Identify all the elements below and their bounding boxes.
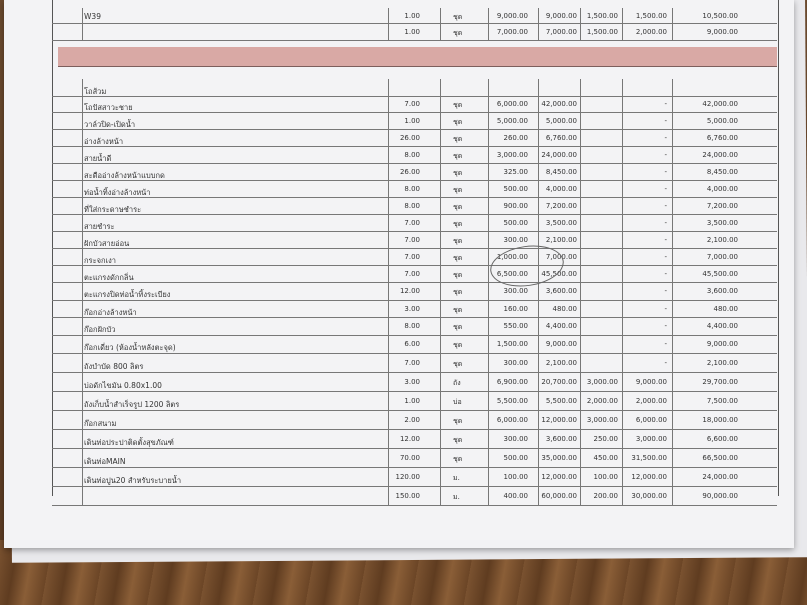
- item-name: ถังเก็บน้ำสำเร็จรูป 1200 ลิตร: [84, 399, 180, 409]
- labor-total-cell: -: [664, 100, 667, 108]
- material-price-cell: 300.00: [503, 434, 528, 443]
- cell-divider: [440, 410, 441, 429]
- item-name: ที่ใส่กระดาษชำระ: [84, 204, 142, 214]
- item-name: ถังบำบัด 800 ลิตร: [84, 361, 144, 371]
- item-name: ตะแกรงดักกลิ่น: [84, 272, 134, 282]
- total-cell: 4,400.00: [706, 322, 738, 330]
- material-total-cell: 2,100.00: [545, 358, 577, 367]
- cell-divider: [440, 129, 441, 146]
- cell-divider: [82, 129, 83, 146]
- cell-divider: [82, 410, 83, 429]
- material-total-cell: 60,000.00: [541, 491, 577, 500]
- labor-total-cell: -: [664, 235, 667, 244]
- cell-divider: [82, 248, 83, 265]
- cell-divider: [580, 353, 581, 372]
- item-name: ก๊อกฝักบัว: [84, 325, 116, 334]
- labor-total-cell: -: [664, 252, 667, 261]
- cell-divider: [440, 112, 441, 129]
- cell-divider: [672, 197, 673, 214]
- cell-divider: [672, 391, 673, 410]
- qty-cell: 6.00: [404, 340, 420, 348]
- cell-divider: [388, 79, 389, 96]
- labor-price-cell: 3,000.00: [586, 415, 618, 424]
- material-total-cell: 12,000.00: [541, 415, 577, 424]
- unit-cell: ชุด: [453, 134, 463, 143]
- qty-cell: 8.00: [404, 201, 420, 210]
- unit-cell: ชุด: [453, 454, 463, 463]
- labor-total-cell: -: [664, 150, 667, 159]
- cell-divider: [580, 231, 581, 248]
- cell-divider: [580, 335, 581, 353]
- material-price-cell: 300.00: [503, 287, 528, 295]
- unit-cell: ม.: [453, 473, 460, 482]
- material-total-cell: 24,000.00: [541, 150, 577, 159]
- item-name: ท่อน้ำทิ้งอ่างล้างหน้า: [84, 187, 151, 197]
- cell-divider: [580, 146, 581, 163]
- material-total-cell: 3,600.00: [545, 287, 577, 295]
- cell-divider: [580, 163, 581, 180]
- cell-divider: [672, 248, 673, 265]
- labor-total-cell: 6,000.00: [635, 415, 667, 424]
- cell-divider: [672, 112, 673, 129]
- labor-total-cell: -: [664, 184, 667, 193]
- cell-divider: [82, 96, 83, 112]
- total-cell: 4,000.00: [706, 184, 738, 193]
- cell-divider: [580, 214, 581, 231]
- cell-divider: [82, 467, 83, 486]
- labor-total-cell: -: [664, 167, 667, 176]
- cell-divider: [440, 146, 441, 163]
- material-total-cell: 7,000.00: [545, 252, 577, 261]
- total-cell: 7,000.00: [706, 252, 738, 261]
- item-name: เดินท่อMAIN: [84, 456, 126, 466]
- qty-cell: 8.00: [404, 322, 420, 330]
- item-name: สะดืออ่างล้างหน้าแบบกด: [84, 170, 165, 180]
- section-header: [58, 47, 777, 67]
- qty-cell: 1.00: [404, 27, 420, 36]
- item-name: สายชำระ: [84, 221, 115, 231]
- cell-divider: [672, 180, 673, 197]
- material-price-cell: 6,000.00: [496, 100, 528, 108]
- material-price-cell: 3,000.00: [496, 150, 528, 159]
- total-cell: 29,700.00: [702, 377, 738, 386]
- unit-cell: ม.: [453, 492, 460, 501]
- cell-divider: [82, 79, 83, 96]
- cell-divider: [440, 300, 441, 317]
- total-cell: 24,000.00: [702, 150, 738, 159]
- qty-cell: 7.00: [404, 252, 420, 261]
- unit-cell: ชุด: [453, 270, 463, 279]
- labor-price-cell: 450.00: [593, 453, 618, 462]
- material-price-cell: 6,900.00: [496, 377, 528, 386]
- item-name: บ่อดักไขมัน 0.80x1.00: [84, 380, 162, 390]
- unit-cell: ชุด: [453, 236, 463, 245]
- item-name: กระจกเงา: [84, 255, 116, 265]
- qty-cell: 1.00: [404, 116, 420, 125]
- cell-divider: [672, 163, 673, 180]
- total-cell: 6,600.00: [706, 434, 738, 443]
- material-total-cell: 9,000.00: [545, 340, 577, 348]
- material-price-cell: 7,000.00: [496, 27, 528, 36]
- cell-divider: [672, 372, 673, 391]
- total-cell: 6,760.00: [706, 133, 738, 142]
- qty-cell: 7.00: [404, 218, 420, 227]
- labor-total-cell: -: [664, 116, 667, 125]
- cell-divider: [672, 23, 673, 40]
- qty-cell: 12.00: [399, 287, 420, 295]
- labor-total-cell: 9,000.00: [635, 377, 667, 386]
- qty-cell: 1.00: [404, 396, 420, 405]
- qty-cell: 26.00: [399, 133, 420, 142]
- qty-cell: 2.00: [404, 415, 420, 424]
- cell-divider: [82, 231, 83, 248]
- total-cell: 3,500.00: [706, 218, 738, 227]
- cell-divider: [82, 300, 83, 317]
- cell-divider: [82, 391, 83, 410]
- labor-total-cell: -: [664, 358, 667, 367]
- total-cell: 45,500.00: [702, 269, 738, 278]
- cell-divider: [538, 79, 539, 96]
- cell-divider: [672, 429, 673, 448]
- material-total-cell: 5,500.00: [545, 396, 577, 405]
- cell-divider: [672, 317, 673, 335]
- cell-divider: [82, 163, 83, 180]
- labor-price-cell: 250.00: [593, 434, 618, 443]
- item-name: ก๊อกสนาม: [84, 418, 117, 428]
- labor-total-cell: 2,000.00: [635, 27, 667, 36]
- material-total-cell: 12,000.00: [541, 472, 577, 481]
- unit-cell: ชุด: [453, 435, 463, 444]
- cell-divider: [440, 372, 441, 391]
- cell-divider: [672, 353, 673, 372]
- qty-cell: 3.00: [404, 304, 420, 313]
- cell-divider: [580, 300, 581, 317]
- unit-cell: ชุด: [453, 12, 463, 21]
- material-price-cell: 100.00: [503, 472, 528, 481]
- labor-price-cell: 100.00: [593, 472, 618, 481]
- unit-cell: ชุด: [453, 168, 463, 177]
- cell-divider: [440, 335, 441, 353]
- cell-divider: [82, 353, 83, 372]
- total-cell: 2,100.00: [706, 358, 738, 367]
- material-total-cell: 480.00: [552, 304, 577, 313]
- cell-divider: [82, 146, 83, 163]
- material-price-cell: 160.00: [503, 304, 528, 313]
- cell-divider: [440, 391, 441, 410]
- labor-total-cell: 12,000.00: [631, 472, 667, 481]
- cell-divider: [672, 265, 673, 282]
- material-total-cell: 2,100.00: [545, 235, 577, 244]
- labor-price-cell: 2,000.00: [586, 396, 618, 405]
- cell-divider: [82, 429, 83, 448]
- material-total-cell: 8,450.00: [545, 167, 577, 176]
- labor-price-cell: 1,500.00: [586, 11, 618, 20]
- cell-divider: [440, 79, 441, 96]
- cell-divider: [440, 8, 441, 23]
- cell-divider: [672, 96, 673, 112]
- material-price-cell: 500.00: [503, 453, 528, 462]
- cell-divider: [82, 197, 83, 214]
- unit-cell: ชุด: [453, 341, 463, 349]
- item-name: โถส้วม: [84, 86, 107, 96]
- cell-divider: [580, 129, 581, 146]
- cell-divider: [82, 282, 83, 300]
- cell-divider: [440, 180, 441, 197]
- material-price-cell: 5,500.00: [496, 396, 528, 405]
- material-price-cell: 500.00: [503, 218, 528, 227]
- material-price-cell: 6,000.00: [496, 415, 528, 424]
- cell-divider: [672, 214, 673, 231]
- table-row: [52, 79, 777, 97]
- unit-cell: บ่อ: [453, 397, 462, 406]
- cell-divider: [440, 282, 441, 300]
- qty-cell: 70.00: [399, 453, 420, 462]
- unit-cell: ชุด: [453, 185, 463, 194]
- unit-cell: ชุด: [453, 219, 463, 228]
- total-cell: 7,500.00: [706, 396, 738, 405]
- qty-cell: 120.00: [395, 472, 420, 481]
- cell-divider: [440, 448, 441, 467]
- unit-cell: ชุด: [453, 323, 463, 331]
- cell-divider: [672, 146, 673, 163]
- material-price-cell: 900.00: [503, 201, 528, 210]
- cell-divider: [580, 180, 581, 197]
- labor-total-cell: -: [664, 322, 667, 330]
- cell-divider: [82, 265, 83, 282]
- qty-cell: 7.00: [404, 235, 420, 244]
- unit-cell: ชุด: [453, 305, 463, 314]
- cell-divider: [440, 429, 441, 448]
- total-cell: 9,000.00: [706, 340, 738, 348]
- cell-divider: [672, 467, 673, 486]
- cell-divider: [82, 335, 83, 353]
- cell-divider: [672, 129, 673, 146]
- cell-divider: [672, 282, 673, 300]
- item-name: เดินท่อประปาติดตั้งสุขภัณฑ์: [84, 437, 174, 447]
- unit-cell: ชุด: [453, 288, 463, 296]
- labor-price-cell: 1,500.00: [586, 27, 618, 36]
- material-total-cell: 35,000.00: [541, 453, 577, 462]
- cell-divider: [82, 8, 83, 23]
- cell-divider: [580, 112, 581, 129]
- cell-divider: [82, 214, 83, 231]
- total-cell: 90,000.00: [702, 491, 738, 500]
- labor-total-cell: -: [664, 269, 667, 278]
- total-cell: 24,000.00: [702, 472, 738, 481]
- material-price-cell: 5,000.00: [496, 116, 528, 125]
- qty-cell: 1.00: [404, 11, 420, 20]
- material-price-cell: 1,000.00: [496, 252, 528, 261]
- total-cell: 7,200.00: [706, 201, 738, 210]
- unit-cell: ชุด: [453, 101, 463, 109]
- cell-divider: [440, 23, 441, 40]
- material-price-cell: 500.00: [503, 184, 528, 193]
- total-cell: 42,000.00: [702, 100, 738, 108]
- cell-divider: [440, 197, 441, 214]
- unit-cell: ชุด: [453, 202, 463, 211]
- material-price-cell: 260.00: [503, 133, 528, 142]
- qty-cell: 3.00: [404, 377, 420, 386]
- labor-total-cell: -: [664, 218, 667, 227]
- labor-total-cell: 30,000.00: [631, 491, 667, 500]
- cell-divider: [440, 265, 441, 282]
- cell-divider: [580, 79, 581, 96]
- material-total-cell: 3,600.00: [545, 434, 577, 443]
- cell-divider: [580, 96, 581, 112]
- cell-divider: [440, 317, 441, 335]
- labor-total-cell: -: [664, 287, 667, 295]
- material-price-cell: 550.00: [503, 322, 528, 330]
- cell-divider: [82, 112, 83, 129]
- item-name: ก๊อกเดี่ยว (ห้องน้ำหลังตะจุด): [84, 343, 176, 352]
- qty-cell: 7.00: [404, 269, 420, 278]
- cell-divider: [580, 248, 581, 265]
- qty-cell: 26.00: [399, 167, 420, 176]
- material-total-cell: 7,000.00: [545, 27, 577, 36]
- material-total-cell: 4,400.00: [545, 322, 577, 330]
- cell-divider: [440, 214, 441, 231]
- cell-divider: [488, 79, 489, 96]
- total-cell: 3,600.00: [706, 287, 738, 295]
- material-total-cell: 5,000.00: [545, 116, 577, 125]
- total-cell: 2,100.00: [706, 235, 738, 244]
- total-cell: 9,000.00: [706, 27, 738, 36]
- labor-total-cell: 3,000.00: [635, 434, 667, 443]
- cell-divider: [580, 317, 581, 335]
- item-name: สายน้ำดี: [84, 153, 112, 163]
- cell-divider: [440, 467, 441, 486]
- labor-total-cell: -: [664, 133, 667, 142]
- cell-divider: [440, 163, 441, 180]
- cell-divider: [580, 197, 581, 214]
- qty-cell: 150.00: [395, 491, 420, 500]
- labor-total-cell: 1,500.00: [635, 11, 667, 20]
- cell-divider: [672, 79, 673, 96]
- material-total-cell: 20,700.00: [541, 377, 577, 386]
- material-price-cell: 300.00: [503, 235, 528, 244]
- unit-cell: ถัง: [453, 378, 461, 387]
- cell-divider: [672, 410, 673, 429]
- cell-divider: [82, 486, 83, 505]
- labor-total-cell: 2,000.00: [635, 396, 667, 405]
- unit-cell: ชุด: [453, 359, 463, 368]
- item-name: อ่างล้างหน้า: [84, 136, 124, 146]
- cell-divider: [82, 448, 83, 467]
- total-cell: 18,000.00: [702, 415, 738, 424]
- cell-divider: [440, 353, 441, 372]
- material-total-cell: 9,000.00: [545, 11, 577, 20]
- material-total-cell: 7,200.00: [545, 201, 577, 210]
- material-price-cell: 300.00: [503, 358, 528, 367]
- item-name: โถปัสสาวะชาย: [84, 103, 133, 112]
- labor-total-cell: 31,500.00: [631, 453, 667, 462]
- material-price-cell: 6,500.00: [496, 269, 528, 278]
- cell-divider: [440, 96, 441, 112]
- total-cell: 66,500.00: [702, 453, 738, 462]
- material-total-cell: 42,000.00: [541, 100, 577, 108]
- cell-divider: [580, 282, 581, 300]
- cell-divider: [672, 300, 673, 317]
- material-price-cell: 400.00: [503, 491, 528, 500]
- qty-cell: 8.00: [404, 150, 420, 159]
- qty-cell: 7.00: [404, 358, 420, 367]
- material-total-cell: 45,500.00: [541, 269, 577, 278]
- material-price-cell: 9,000.00: [496, 11, 528, 20]
- unit-cell: ชุด: [453, 28, 463, 37]
- labor-total-cell: -: [664, 304, 667, 313]
- labor-price-cell: 200.00: [593, 491, 618, 500]
- total-cell: 5,000.00: [706, 116, 738, 125]
- material-total-cell: 6,760.00: [545, 133, 577, 142]
- material-total-cell: 4,000.00: [545, 184, 577, 193]
- labor-total-cell: -: [664, 340, 667, 348]
- item-code: W39: [84, 11, 101, 21]
- cell-divider: [672, 486, 673, 505]
- item-name: ก๊อกอ่างล้างหน้า: [84, 307, 137, 317]
- unit-cell: ชุด: [453, 117, 463, 126]
- material-total-cell: 3,500.00: [545, 218, 577, 227]
- material-price-cell: 325.00: [503, 167, 528, 176]
- cell-divider: [440, 231, 441, 248]
- qty-cell: 12.00: [399, 434, 420, 443]
- unit-cell: ชุด: [453, 151, 463, 160]
- qty-cell: 8.00: [404, 184, 420, 193]
- cell-divider: [82, 372, 83, 391]
- labor-price-cell: 3,000.00: [586, 377, 618, 386]
- cell-divider: [580, 265, 581, 282]
- labor-total-cell: -: [664, 201, 667, 210]
- item-name: วาล์วปิด-เปิดน้ำ: [84, 119, 136, 129]
- total-cell: 10,500.00: [702, 11, 738, 20]
- cell-divider: [672, 448, 673, 467]
- cell-divider: [672, 335, 673, 353]
- cell-divider: [440, 248, 441, 265]
- cell-divider: [82, 180, 83, 197]
- item-name: ฝักบัวสายอ่อน: [84, 238, 130, 248]
- item-name: เดินท่อปูน20 สำหรับระบายน้ำ: [84, 475, 182, 485]
- unit-cell: ชุด: [453, 253, 463, 262]
- total-cell: 480.00: [713, 304, 738, 313]
- item-name: ตะแกรงปิดท่อน้ำทิ้งระเบียง: [84, 290, 171, 299]
- material-price-cell: 1,500.00: [496, 340, 528, 348]
- cell-divider: [622, 79, 623, 96]
- qty-cell: 7.00: [404, 100, 420, 108]
- cell-divider: [82, 317, 83, 335]
- cell-divider: [672, 231, 673, 248]
- cell-divider: [672, 8, 673, 23]
- cell-divider: [82, 23, 83, 40]
- total-cell: 8,450.00: [706, 167, 738, 176]
- cell-divider: [440, 486, 441, 505]
- unit-cell: ชุด: [453, 416, 463, 425]
